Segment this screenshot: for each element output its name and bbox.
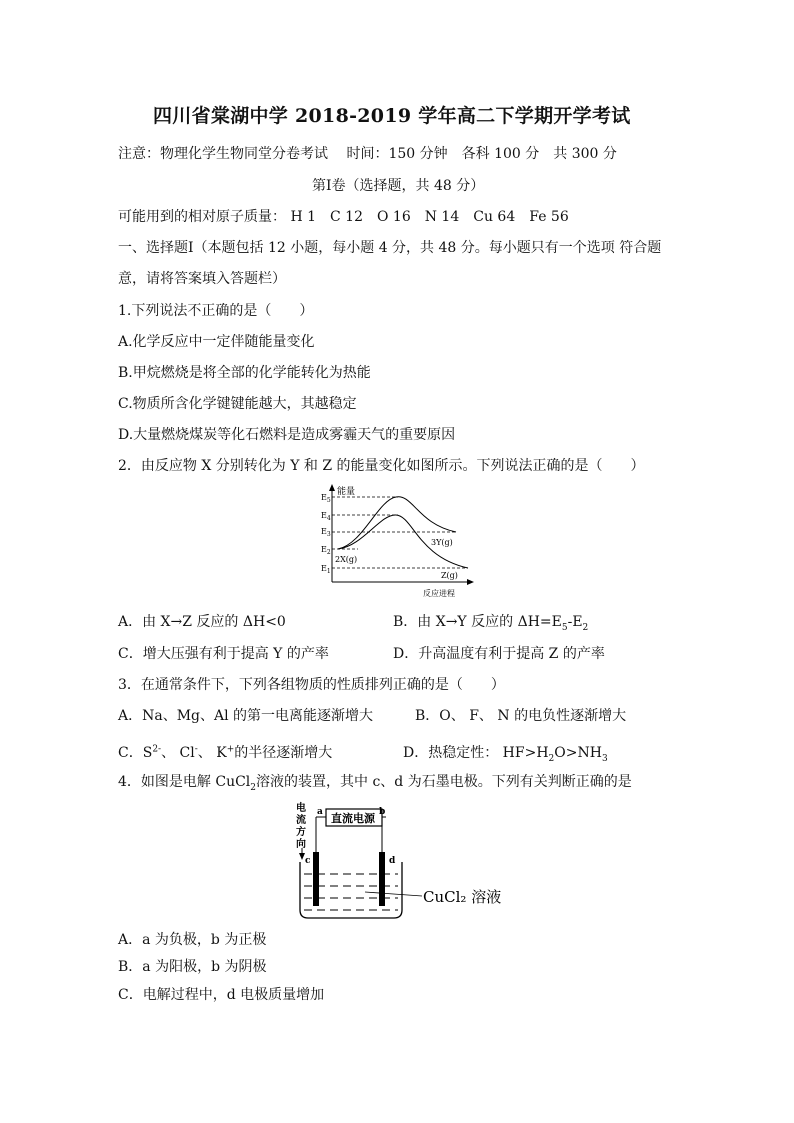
- q3-option-d: D．热稳定性： $HF>H_2O>NH_3$: [403, 745, 608, 764]
- level-e4: $E_4$: [321, 511, 331, 522]
- current-label-1: 电: [296, 803, 306, 814]
- label-3y: 3Y(g): [431, 538, 453, 547]
- q1-option-b: B.甲烷燃烧是将全部的化学能转化为热能: [118, 365, 371, 381]
- terminal-b: b: [379, 807, 386, 817]
- current-label-2: 流: [296, 815, 306, 826]
- q3-option-a: A．Na、Mg、Al 的第一电离能逐渐增大: [118, 708, 374, 724]
- terminal-a: a: [317, 807, 323, 817]
- atomic-masses: 可能用到的相对原子质量： H 1 C 12 O 16 N 14 Cu 64 Fe 56: [118, 209, 569, 225]
- current-label-3: 方: [296, 827, 306, 838]
- exam-notice: 注意：物理化学生物同堂分卷考试 时间：150 分钟 各科 100 分 共 300 分: [118, 146, 617, 162]
- solution-label: CuCl₂ 溶液: [423, 888, 502, 906]
- electrode-c-label: c: [305, 856, 311, 866]
- q4-option-a: A．a 为负极，b 为正极: [118, 932, 267, 948]
- axis-label-progress: 反应进程: [423, 589, 455, 598]
- level-e2: $E_2$: [321, 545, 331, 556]
- q2-stem: 2．由反应物 X 分别转化为 Y 和 Z 的能量变化如图所示。下列说法正确的是（ ）: [118, 458, 645, 474]
- q2-option-d: D．升高温度有利于提高 Z 的产率: [393, 646, 605, 662]
- electrode-d-label: d: [389, 856, 396, 866]
- label-z: Z(g): [441, 571, 458, 580]
- label-2x: 2X(g): [335, 555, 358, 564]
- instructions-line1: 一、选择题Ⅰ（本题包括 12 小题，每小题 4 分，共 48 分。每小题只有一个选项 符合题: [118, 240, 662, 256]
- energy-diagram: [318, 482, 478, 602]
- level-e1: $E_1$: [321, 564, 331, 575]
- axis-label-energy: 能量: [337, 487, 356, 497]
- q1-option-c: C.物质所含化学键键能越大，其越稳定: [118, 396, 357, 412]
- level-e5: $E_5$: [321, 493, 331, 504]
- q2-option-b: B．由 X→Y 反应的 $\Delta H=E_5-E_2$: [393, 614, 589, 633]
- q4-stem: 4．如图是电解 CuCl$_2$溶液的装置，其中 c、d 为石墨电极。下列有关判断正确的是: [118, 774, 632, 793]
- q3-stem: 3．在通常条件下，下列各组物质的性质排列正确的是（ ）: [118, 677, 505, 693]
- q1-option-a: A.化学反应中一定伴随能量变化: [118, 334, 315, 350]
- q4-option-b: B．a 为阳极，b 为阴极: [118, 959, 267, 975]
- q3-option-c: C．$S^{2-}$、 Cl-、 K+的半径逐渐增大: [118, 744, 333, 761]
- q2-option-a: A．由 X→Z 反应的 ΔH<0: [118, 614, 286, 630]
- page-title: 四川省棠湖中学 2018-2019 学年高二下学期开学考试: [153, 105, 631, 127]
- section-heading: 第Ⅰ卷（选择题，共 48 分）: [312, 178, 485, 194]
- level-e3: $E_3$: [321, 527, 331, 538]
- q4-option-c: C．电解过程中，d 电极质量增加: [118, 987, 325, 1003]
- electrolysis-diagram: [290, 800, 520, 924]
- power-supply-label: 直流电源: [331, 812, 375, 825]
- current-label-4: 向: [296, 839, 306, 850]
- q3-option-b: B．O、 F、 N 的电负性逐渐增大: [415, 708, 627, 724]
- q1-option-d: D.大量燃烧煤炭等化石燃料是造成雾霾天气的重要原因: [118, 427, 456, 443]
- q2-option-c: C．增大压强有利于提高 Y 的产率: [118, 646, 329, 662]
- instructions-line2: 意，请将答案填入答题栏）: [118, 271, 286, 287]
- q1-stem: 1.下列说法不正确的是（ ）: [118, 303, 314, 319]
